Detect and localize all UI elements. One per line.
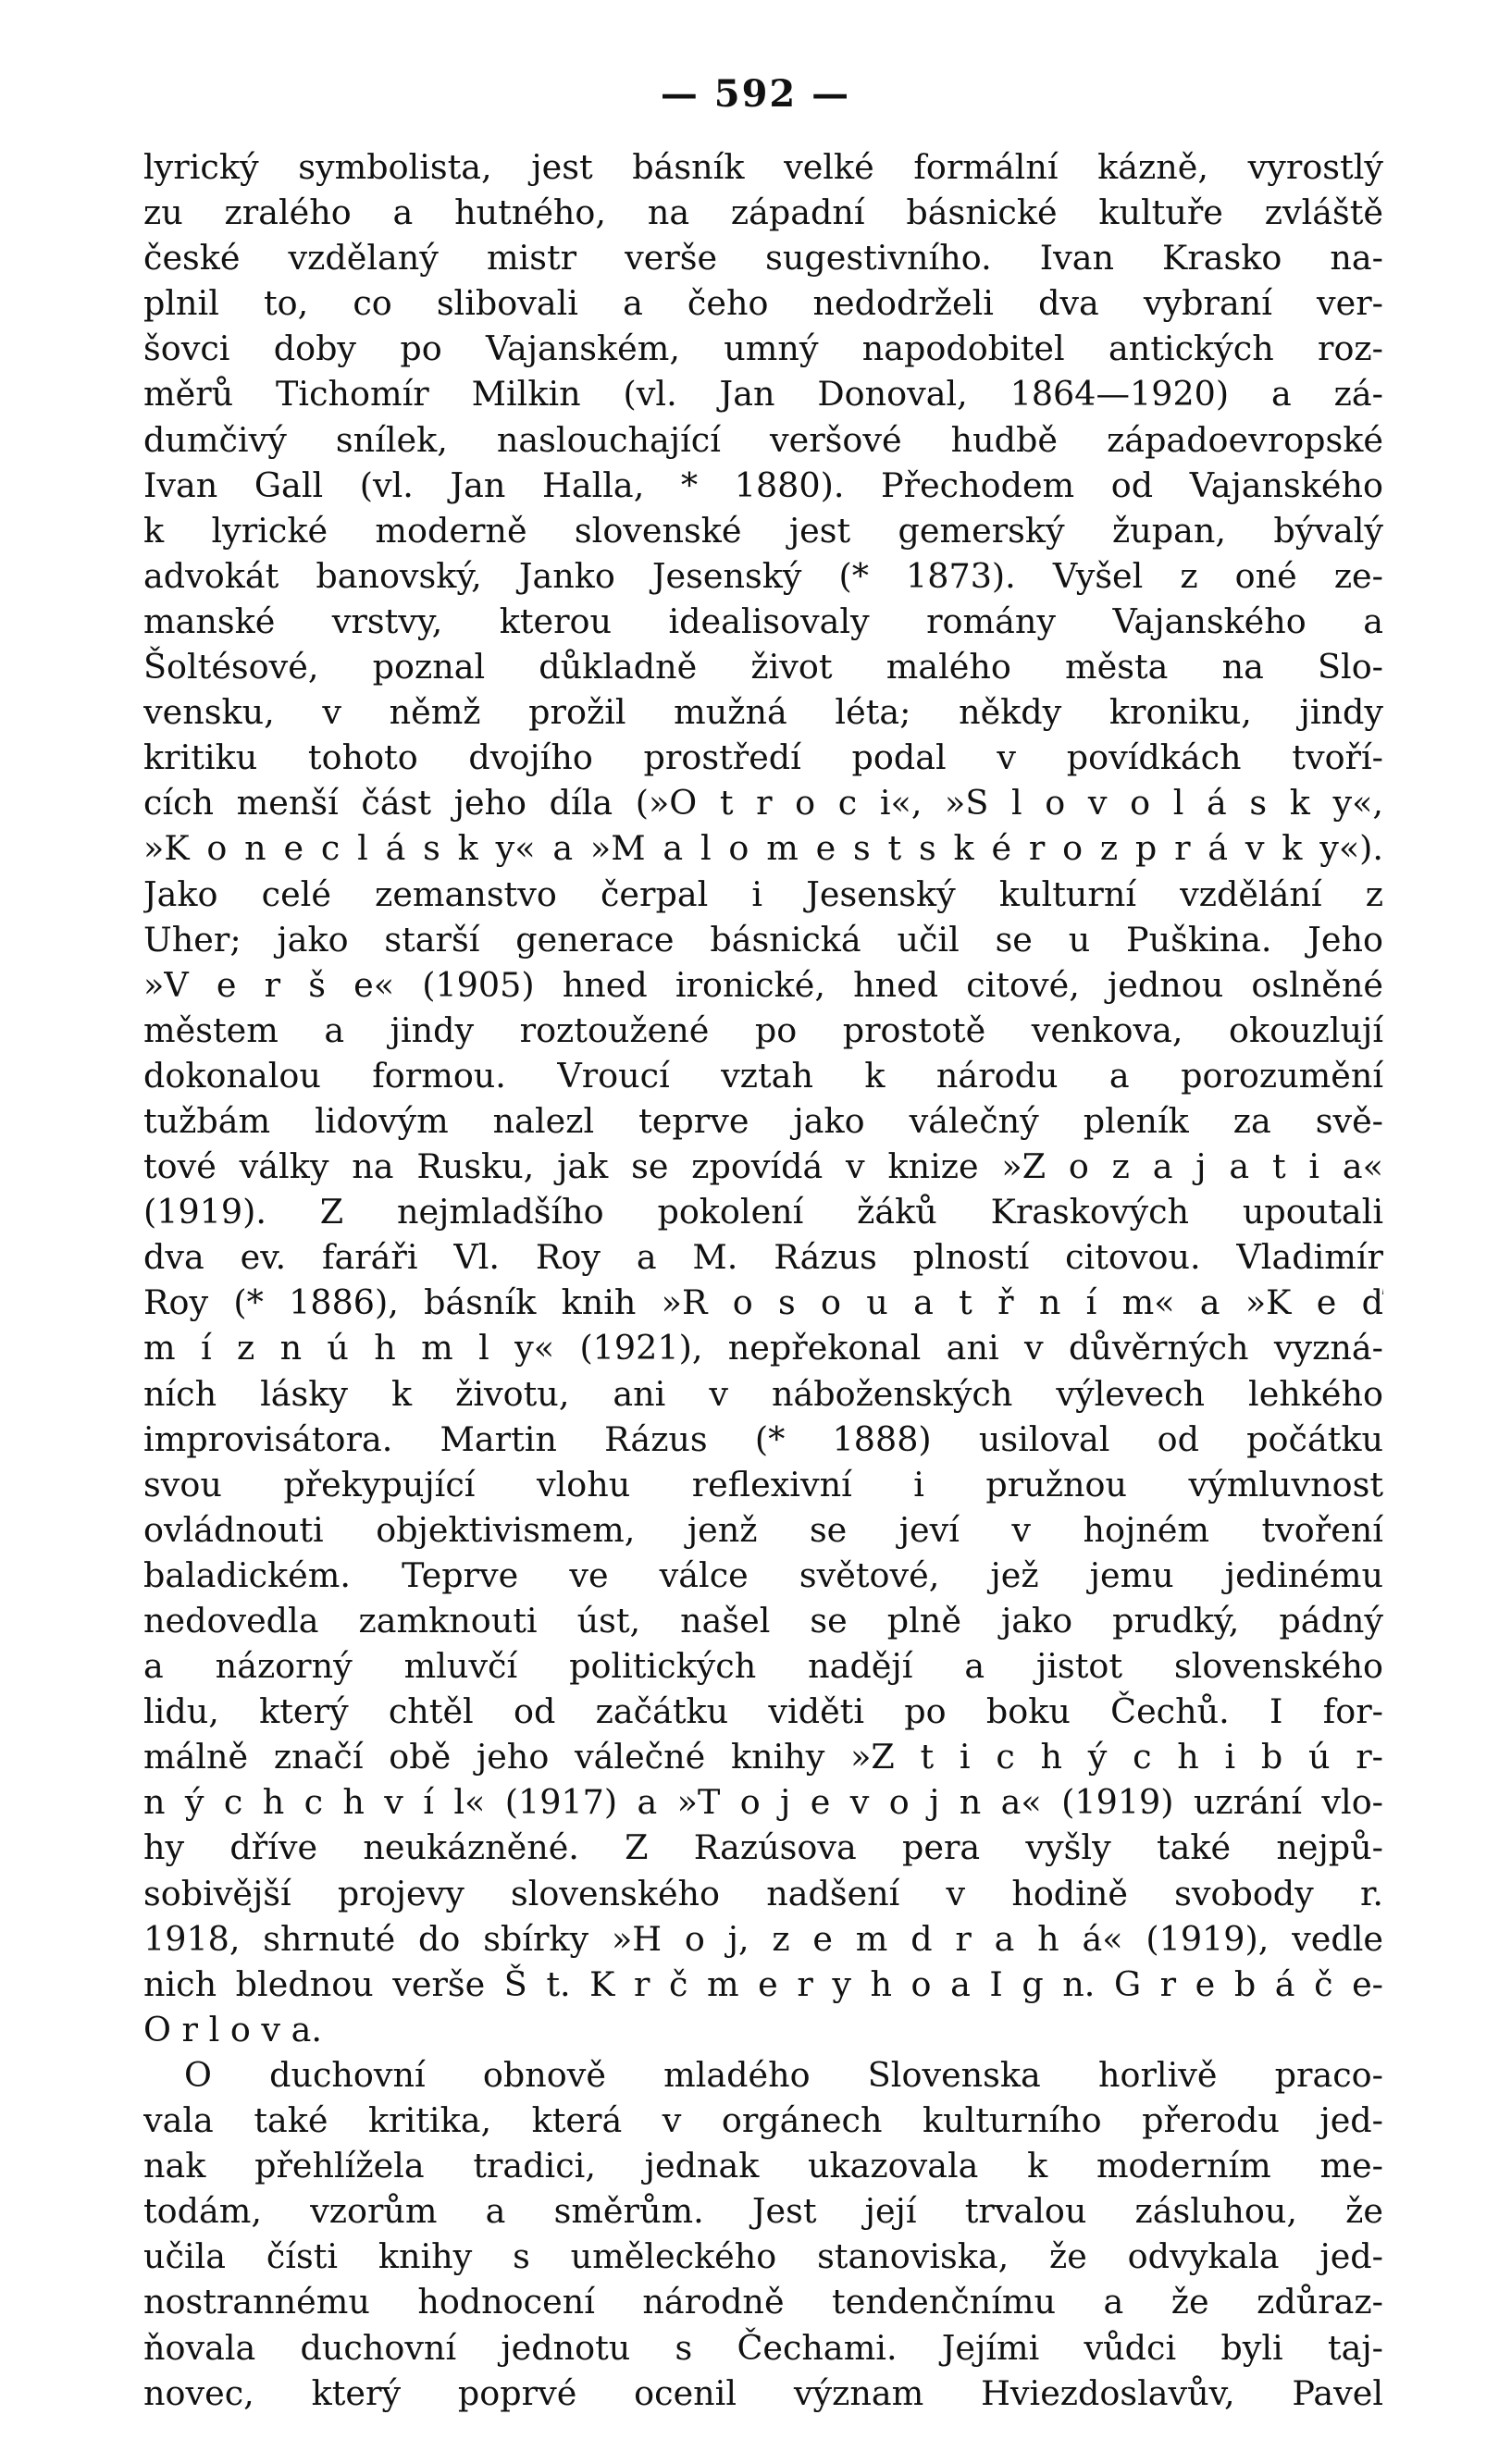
text-line: (1919). Z nejmladšího pokolení žáků Kraskových upoutali	[143, 1192, 1383, 1232]
text-line: zu zralého a hutného, na západní básnické kultuře zvláště	[143, 192, 1383, 233]
text-line: vensku, v němž prožil mužná léta; někdy kroniku, jindy	[143, 692, 1383, 733]
text-line: »K o n e c l á s k y« a »M a l o m e s t s k é r o z p r á v k y«).	[143, 828, 1383, 869]
text-line: české vzdělaný mistr verše sugestivního. Ivan Krasko na-	[143, 238, 1383, 279]
paragraph-2	[143, 2052, 1383, 2416]
text-line: »V e r š e« (1905) hned ironické, hned citové, jednou oslněné	[143, 964, 1383, 1005]
text-line: Šoltésové, poznal důkladně život malého města na Slo-	[143, 647, 1383, 687]
text-line: todám, vzorům a směrům. Jest její trvalou zásluhou, že	[143, 2191, 1383, 2232]
text-line: improvisátora. Martin Rázus (* 1888) usiloval od počátku	[143, 1418, 1383, 1459]
text-line: 1918, shrnuté do sbírky »H o j, z e m d r a h á« (1919), vedle	[143, 1918, 1383, 1959]
text-line: sobivější projevy slovenského nadšení v hodině svobody r.	[143, 1873, 1383, 1913]
text-line: a názorný mluvčí politických nadějí a jistot slovenského	[143, 1646, 1383, 1687]
text-line: Ivan Gall (vl. Jan Halla, * 1880). Přechodem od Vajanského	[143, 464, 1383, 505]
text-line: nedovedla zamknouti úst, našel se plně jako prudký, pádný	[143, 1601, 1383, 1641]
text-line: cích menší část jeho díla (»O t r o c i«, »S l o v o l á s k y«,	[143, 783, 1383, 823]
text-line: nak přehlížela tradici, jednak ukazovala k moderním me-	[143, 2146, 1383, 2186]
text-line: Roy (* 1886), básník knih »R o s o u a t ř n í m« a »K e ď	[143, 1282, 1383, 1323]
text-line: ňovala duchovní jednotu s Čechami. Jejími vůdci byli taj-	[143, 2327, 1383, 2368]
text-line: ních lásky k životu, ani v náboženských výlevech lehkého	[143, 1373, 1383, 1414]
text-line: učila čísti knihy s uměleckého stanoviska, že odvykala jed-	[143, 2236, 1383, 2277]
text-line: ovládnouti objektivismem, jenž se jeví v hojném tvoření	[143, 1509, 1383, 1550]
text-line: málně značí obě jeho válečné knihy »Z t i c h ý c h i b ú r-	[143, 1737, 1383, 1777]
text-line: novec, který poprvé ocenil význam Hviezdoslavův, Pavel	[143, 2372, 1383, 2413]
text-line: šovci doby po Vajanském, umný napodobitel antických roz-	[143, 328, 1383, 369]
text-line: lyrický symbolista, jest básník velké formální kázně, vyrostlý	[143, 147, 1383, 187]
text-line: m í z n ú h m l y« (1921), nepřekonal ani v důvěrných vyzná-	[143, 1328, 1383, 1368]
text-line: městem a jindy roztoužené po prostotě venkova, okouzlují	[143, 1009, 1383, 1050]
text-line: k lyrické moderně slovenské jest gemerský župan, bývalý	[143, 510, 1383, 551]
text-line: O r l o v a.	[143, 2009, 323, 2049]
document-body	[143, 144, 1383, 2416]
text-line: baladickém. Teprve ve válce světové, jež jemu jedinému	[143, 1554, 1383, 1595]
text-line: dva ev. faráři Vl. Roy a M. Rázus plností citovou. Vladimír	[143, 1237, 1383, 1278]
text-line: měrů Tichomír Milkin (vl. Jan Donoval, 1864—1920) a zá-	[143, 374, 1383, 415]
text-line: dumčivý snílek, naslouchající veršové hudbě západoevropské	[143, 419, 1383, 460]
text-line: tové války na Rusku, jak se zpovídá v knize »Z o z a j a t i a«	[143, 1146, 1383, 1187]
text-line: nich blednou verše Š t. K r č m e r y h o a I g n. G r e b á č e-	[143, 1963, 1383, 2004]
text-line: svou překypující vlohu reflexivní i pružnou výmluvnost	[143, 1464, 1383, 1504]
text-line: kritiku tohoto dvojího prostředí podal v povídkách tvoří-	[143, 737, 1383, 778]
text-line: tužbám lidovým nalezl teprve jako válečný pleník za svě-	[143, 1100, 1383, 1141]
text-line: manské vrstvy, kterou idealisovaly romány Vajanského a	[143, 601, 1383, 641]
text-line: hy dříve neukázněné. Z Razúsova pera vyšly také nejpů-	[143, 1827, 1383, 1868]
text-line: lidu, který chtěl od začátku viděti po boku Čechů. I for-	[143, 1691, 1383, 1732]
text-line: Jako celé zemanstvo čerpal i Jesenský kulturní vzdělání z	[143, 873, 1383, 914]
page-number: — 592 —	[660, 72, 851, 116]
text-line: nostrannému hodnocení národně tendenčnímu a že zdůraz-	[143, 2282, 1383, 2322]
paragraph-1	[143, 144, 1383, 2052]
text-line: n ý c h c h v í l« (1917) a »T o j e v o j n a« (1919) uzrání vlo-	[143, 1782, 1383, 1823]
text-line: O duchovní obnově mladého Slovenska horlivě praco-	[184, 2054, 1383, 2095]
text-line: Uher; jako starší generace básnická učil se u Puškina. Jeho	[143, 919, 1383, 960]
text-line: vala také kritika, která v orgánech kulturního přerodu jed-	[143, 2100, 1383, 2141]
text-line: dokonalou formou. Vroucí vztah k národu a porozumění	[143, 1055, 1383, 1096]
text-line: plnil to, co slibovali a čeho nedodrželi dva vybraní ver-	[143, 283, 1383, 324]
text-line: advokát banovský, Janko Jesenský (* 1873). Vyšel z oné ze-	[143, 555, 1383, 596]
